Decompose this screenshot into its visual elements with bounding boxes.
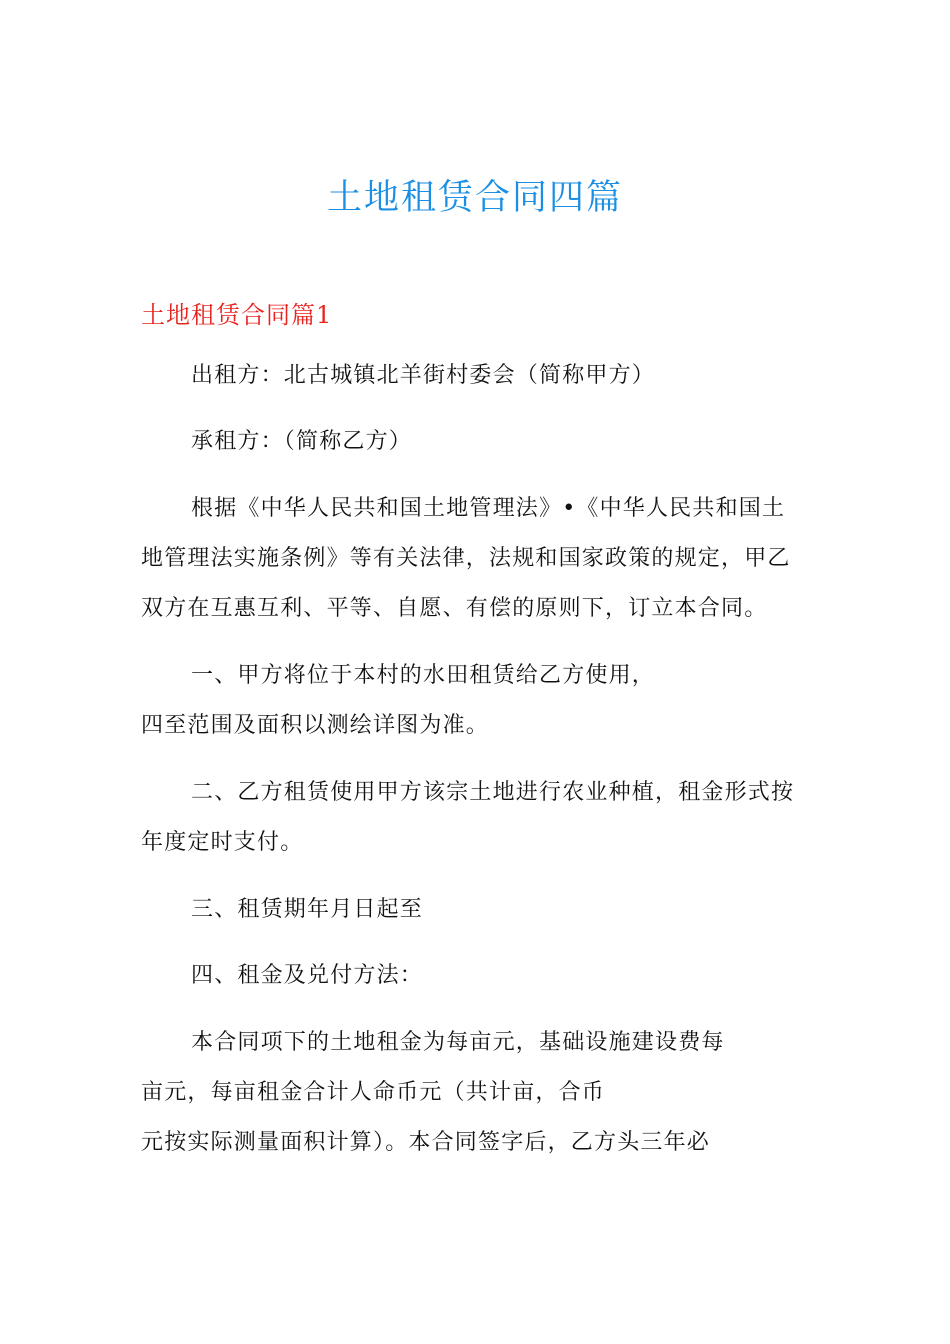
clause-2-line: 年度定时支付。: [141, 830, 304, 855]
lessor-line: 出租方：北古城镇北羊街村委会（简称甲方）: [191, 363, 656, 388]
paragraph-line: 双方在互惠互利、平等、自愿、有偿的原则下，订立本合同。: [141, 596, 768, 621]
rent-paragraph-line: 亩元，每亩租金合计人命币元（共计亩，合币: [141, 1080, 606, 1105]
clause-2-line: 二、乙方租赁使用甲方该宗土地进行农业种植，租金形式按: [191, 780, 795, 805]
clause-1-line: 四至范围及面积以测绘详图为准。: [141, 713, 490, 738]
paragraph-line: 根据《中华人民共和国土地管理法》•《中华人民共和国土: [191, 496, 786, 521]
section-heading: 土地租赁合同篇1: [141, 301, 333, 329]
rent-paragraph-line: 元按实际测量面积计算）。本合同签字后，乙方头三年必: [141, 1130, 711, 1155]
paragraph-line: 地管理法实施条例》等有关法律，法规和国家政策的规定，甲乙: [141, 546, 791, 571]
lessee-line: 承租方：（简称乙方）: [191, 429, 413, 454]
clause-1-line: 一、甲方将位于本村的水田租赁给乙方使用，: [191, 663, 656, 688]
clause-4-line: 四、租金及兑付方法：: [191, 963, 424, 988]
document-title: 土地租赁合同四篇: [326, 178, 623, 218]
clause-3-line: 三、租赁期年月日起至: [191, 897, 424, 922]
rent-paragraph-line: 本合同项下的土地租金为每亩元，基础设施建设费每: [191, 1030, 725, 1055]
